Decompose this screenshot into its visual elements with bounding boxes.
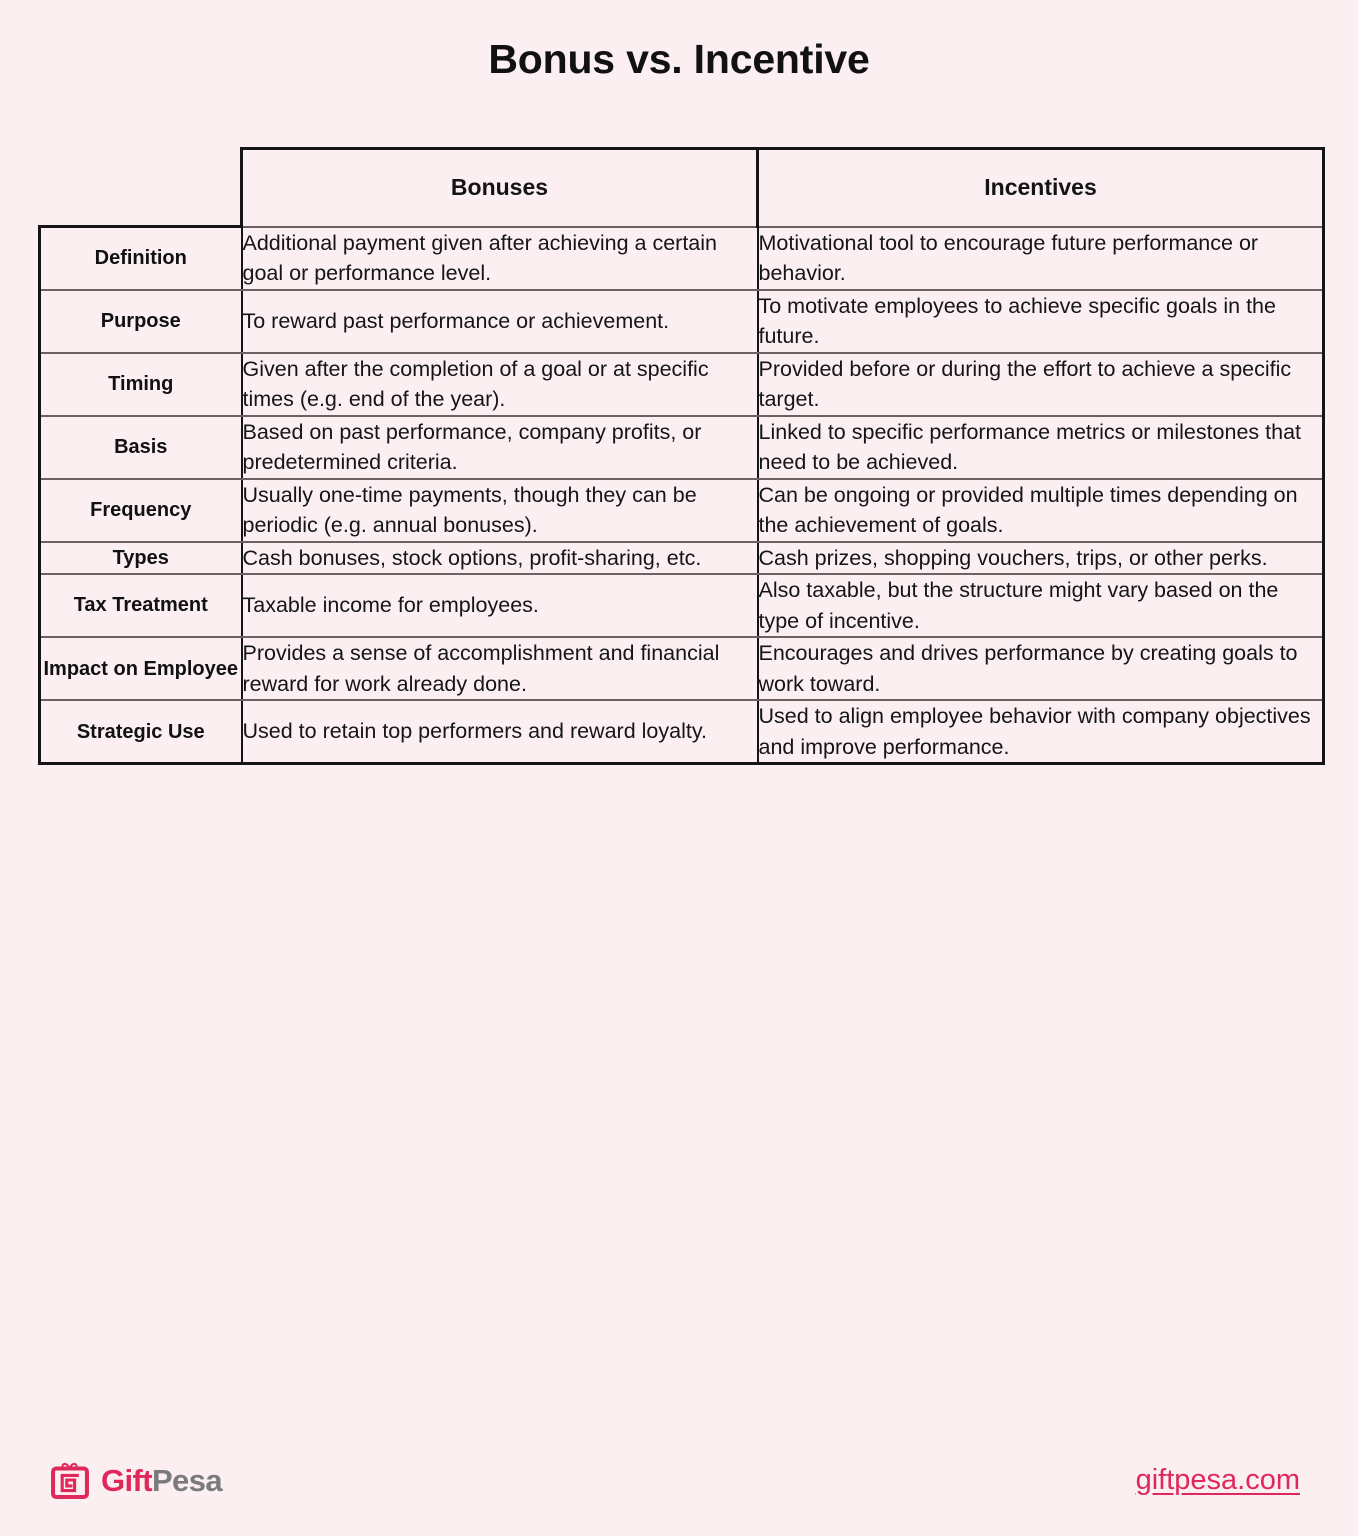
cell-tax-treatment-bonuses: Taxable income for employees.: [242, 574, 758, 637]
table-row: [40, 700, 1324, 764]
table-head: [40, 149, 1324, 227]
table-row: [40, 416, 1324, 479]
cell-impact-on-employee-bonuses: Provides a sense of accomplishment and financial reward for work already done.: [242, 637, 758, 700]
cell-purpose-bonuses: To reward past performance or achievement.: [242, 290, 758, 353]
cell-strategic-use-incentives: Used to align employee behavior with company objectives and improve performance.: [758, 700, 1324, 764]
page-footer: [0, 1452, 1358, 1536]
row-label-frequency: Frequency: [40, 479, 242, 542]
cell-tax-treatment-incentives: Also taxable, but the structure might vary based on the type of incentive.: [758, 574, 1324, 637]
comparison-table: [38, 147, 1325, 765]
cell-frequency-bonuses: Usually one-time payments, though they can be periodic (e.g. annual bonuses).: [242, 479, 758, 542]
row-label-purpose: Purpose: [40, 290, 242, 353]
cell-definition-incentives: Motivational tool to encourage future performance or behavior.: [758, 227, 1324, 290]
cell-timing-incentives: Provided before or during the effort to achieve a specific target.: [758, 353, 1324, 416]
table-row: [40, 542, 1324, 575]
row-label-strategic-use: Strategic Use: [40, 700, 242, 764]
page-title: Bonus vs. Incentive: [488, 36, 870, 82]
table-row: [40, 479, 1324, 542]
column-header-incentives: Incentives: [758, 149, 1324, 227]
brand-logo[interactable]: [48, 1458, 222, 1502]
table-header-row: [40, 149, 1324, 227]
row-label-impact-on-employee: Impact on Employee: [40, 637, 242, 700]
table-body: [40, 227, 1324, 764]
brand-word-gift: Gift: [101, 1462, 152, 1498]
cell-strategic-use-bonuses: Used to retain top performers and reward loyalty.: [242, 700, 758, 764]
cell-basis-bonuses: Based on past performance, company profits, or predetermined criteria.: [242, 416, 758, 479]
cell-types-bonuses: Cash bonuses, stock options, profit-sharing, etc.: [242, 542, 758, 575]
cell-frequency-incentives: Can be ongoing or provided multiple times depending on the achievement of goals.: [758, 479, 1324, 542]
row-label-definition: Definition: [40, 227, 242, 290]
table-row: [40, 637, 1324, 700]
row-label-tax-treatment: Tax Treatment: [40, 574, 242, 637]
brand-word-pesa: Pesa: [151, 1462, 222, 1498]
cell-types-incentives: Cash prizes, shopping vouchers, trips, or other perks.: [758, 542, 1324, 575]
brand-wordmark: [101, 1462, 222, 1498]
column-header-bonuses: Bonuses: [242, 149, 758, 227]
table-row: [40, 227, 1324, 290]
cell-impact-on-employee-incentives: Encourages and drives performance by creating goals to work toward.: [758, 637, 1324, 700]
website-url-link[interactable]: giftpesa.com: [1135, 1464, 1300, 1496]
table-row: [40, 290, 1324, 353]
row-label-basis: Basis: [40, 416, 242, 479]
gift-box-icon: [48, 1458, 92, 1502]
table-corner-cell: [40, 149, 242, 227]
table-row: [40, 574, 1324, 637]
cell-basis-incentives: Linked to specific performance metrics or milestones that need to be achieved.: [758, 416, 1324, 479]
table-row: [40, 353, 1324, 416]
cell-definition-bonuses: Additional payment given after achieving a certain goal or performance level.: [242, 227, 758, 290]
row-label-types: Types: [40, 542, 242, 575]
cell-timing-bonuses: Given after the completion of a goal or at specific times (e.g. end of the year).: [242, 353, 758, 416]
cell-purpose-incentives: To motivate employees to achieve specific goals in the future.: [758, 290, 1324, 353]
row-label-timing: Timing: [40, 353, 242, 416]
